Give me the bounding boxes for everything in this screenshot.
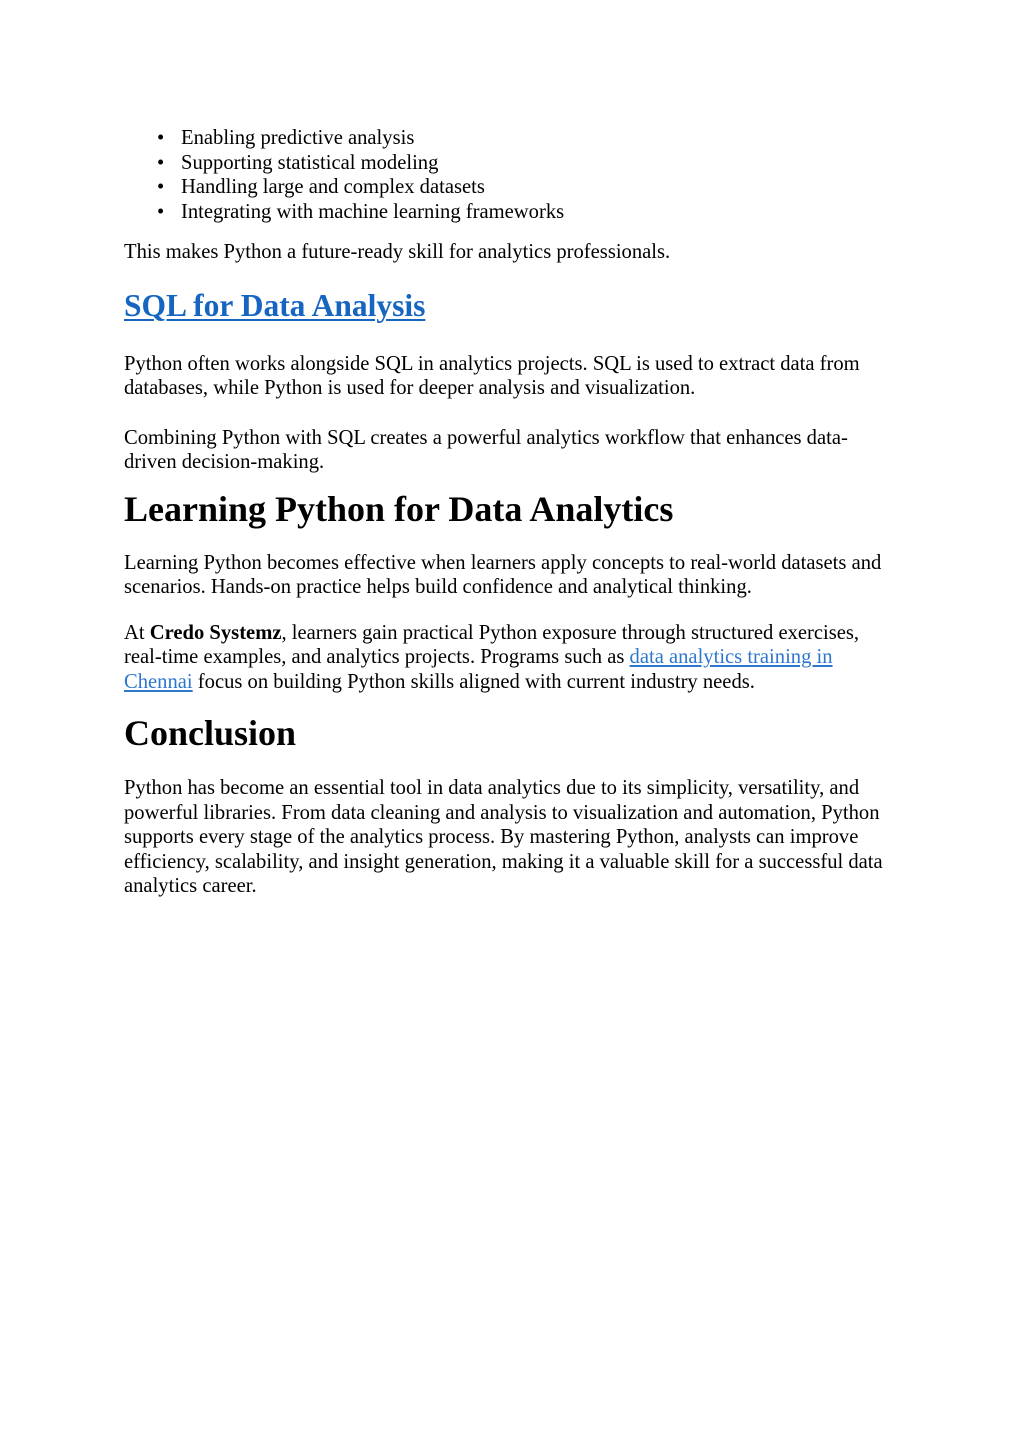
credo-middle: , learners gain practical Python exposure through structured exercises, real-time examples, and analytics projects. Programs such as xyxy=(124,621,860,668)
sql-heading-link[interactable]: SQL for Data Analysis xyxy=(124,287,426,323)
bullet-icon: • xyxy=(157,200,165,223)
paragraph-sql-combine: Combining Python with SQL creates a powerful analytics workflow that enhances data-driven decision-making. xyxy=(124,426,848,473)
list-item-text: Supporting statistical modeling xyxy=(181,151,439,174)
paragraph-learning-intro: Learning Python becomes effective when learners apply concepts to real-world datasets and scenarios. Hands-on practice helps build confidence and analytical thinking. xyxy=(124,551,882,598)
heading-sql-for-data-analysis xyxy=(124,287,899,324)
list-item-text: Integrating with machine learning frameworks xyxy=(181,200,565,223)
credo-suffix: focus on building Python skills aligned with current industry needs. xyxy=(192,670,755,693)
list-item-text: Handling large and complex datasets xyxy=(181,176,485,198)
list-item-text: Enabling predictive analysis xyxy=(181,127,415,149)
paragraph-future-ready: This makes Python a future-ready skill for analytics professionals. xyxy=(124,241,671,263)
list-item xyxy=(124,151,899,176)
paragraph-sql-intro: Python often works alongside SQL in analytics projects. SQL is used to extract data from databases, while Python is used for deeper analysis and visualization. xyxy=(124,352,860,399)
heading-learning-python: Learning Python for Data Analytics xyxy=(124,488,674,529)
bullet-list xyxy=(124,126,899,224)
paragraph-conclusion: Python has become an essential tool in data analytics due to its simplicity, versatility, and powerful libraries. From data cleaning and analysis to visualization and automation, Python supports every stage of the analytics process. By mastering Python, analysts can improve efficiency, scalability, and insight generation, making it a valuable skill for a successful data analytics career. xyxy=(124,777,883,897)
bullet-icon: • xyxy=(157,151,165,174)
chennai-training-link[interactable]: data analytics training in Chennai xyxy=(124,646,833,693)
paragraph-credo xyxy=(124,621,899,695)
list-item xyxy=(124,200,899,225)
brand-name: Credo Systemz xyxy=(149,621,282,644)
heading-conclusion: Conclusion xyxy=(124,713,297,753)
bullet-icon: • xyxy=(157,176,165,198)
credo-prefix: At xyxy=(124,621,150,644)
list-item xyxy=(124,126,899,151)
bullet-icon: • xyxy=(157,127,165,149)
list-item xyxy=(124,175,899,200)
document-content xyxy=(124,126,899,899)
